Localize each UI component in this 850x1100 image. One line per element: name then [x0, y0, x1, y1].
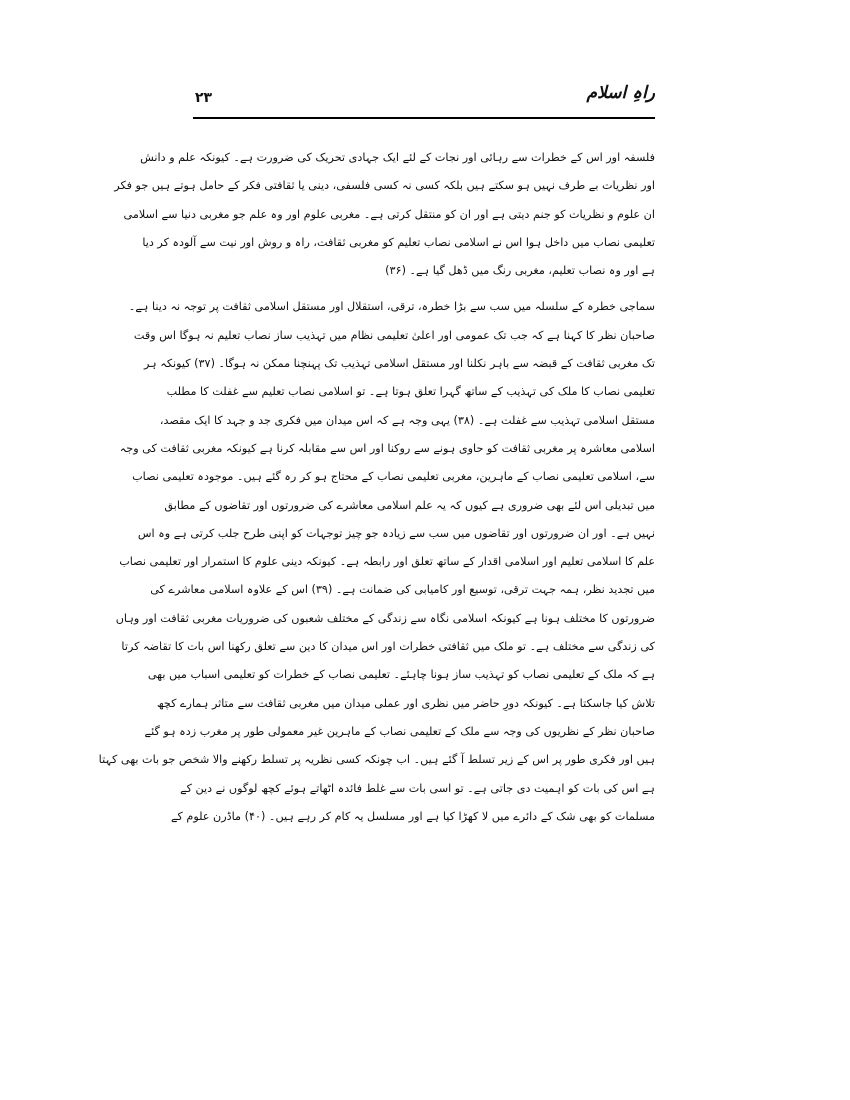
text-line: سماجی خطرہ کے سلسلہ میں سب سے بڑا خطرہ، ترقی، استقلال اور مستقل اسلامی ثقافت پر توجہ نہ دینا ہے۔ [128, 300, 655, 314]
text-line: ہے اور وہ نصاب تعلیم، مغربی رنگ میں ڈھل گیا ہے۔ (۳۶) [385, 264, 655, 278]
text-line: ان علوم و نظریات کو جنم دیتی ہے اور ان کو منتقل کرتی ہے۔ مغربی علوم اور وہ علم جو مغربی دنیا سے اسلامی [123, 207, 655, 221]
text-line: صاحبان نظر کا کہنا ہے کہ جب تک عمومی اور اعلیٰ تعلیمی نظام میں تہذیب ساز نصاب تعلیم نہ ہوگا اس وقت [133, 328, 655, 342]
text-line: اور نظریات بے طرف نہیں ہو سکتے ہیں بلکہ کسی نہ کسی فلسفی، دینی یا ثقافتی فکر کے حامل ہوتے ہیں جو فکر [114, 179, 655, 193]
text-line: ہے کہ ملک کے تعلیمی نصاب کو تہذیب ساز ہونا چاہئے۔ تعلیمی نصاب کے خطرات کو تعلیمی اسباب میں بھی [147, 668, 655, 682]
text-line: ہے اس کی بات کو اہمیت دی جاتی ہے۔ تو اسی بات سے غلط فائدہ اٹھاتے ہوئے کچھ لوگوں نے دین کے [180, 781, 655, 795]
text-line: مستقل اسلامی تہذیب سے غفلت ہے۔ (۳۸) یہی وجہ ہے کہ اس میدان میں فکری جد و جہد کا ایک مقصد، [159, 413, 655, 427]
text-line: علم کا اسلامی تعلیم اور اسلامی اقدار کے ساتھ تعلق اور رابطہ ہے۔ کیونکہ دینی علوم کا استمرار اور تعلیمی نصاب [119, 555, 655, 569]
text-line: سے، اسلامی تعلیمی نصاب کے ماہرین، مغربی تعلیمی نصاب کے محتاج ہو کر رہ گئے ہیں۔ موجودہ تعلیمی نصاب [132, 470, 655, 484]
text-line: تک مغربی ثقافت کے قبضہ سے باہر نکلنا اور مستقل اسلامی تہذیب تک پہنچنا ممکن نہ ہوگا۔ (۳۷) کیونکہ ہر [144, 357, 655, 371]
header-rule [193, 117, 655, 119]
text-line: مسلمات کو بھی شک کے دائرے میں لا کھڑا کیا ہے اور مسلسل یہ کام کر رہے ہیں۔ (۴۰) ماڈرن علوم کے [170, 809, 655, 823]
text-line: تعلیمی نصاب میں داخل ہوا اس نے اسلامی نصاب تعلیم کو مغربی ثقافت، راہ و روش اور نیت سے آلودہ کر دیا [142, 235, 655, 249]
page-header [193, 82, 655, 114]
running-title: راہِ اسلام [586, 83, 655, 103]
text-line: میں تبدیلی اس لئے بھی ضروری ہے کیوں کہ یہ علم اسلامی معاشرے کی ضرورتوں اور تقاضوں کے مطابق [164, 498, 655, 512]
text-line: اسلامی معاشرہ پر مغربی ثقافت کو حاوی ہونے سے روکنا اور اس سے مقابلہ کرنا ہے کیونکہ مغربی ثقافت کی وجہ [119, 441, 655, 455]
text-line: کی زندگی سے مختلف ہے۔ تو ملک میں ثقافتی خطرات اور اس میدان کا دین سے تعلق رکھنا اس بات کا تقاضہ کرتا [121, 640, 655, 654]
text-line: ضرورتوں کا مختلف ہونا ہے کیونکہ اسلامی نگاہ سے زندگی کے مختلف شعبوں کی ضروریات مغربی ثقافت اور وہاں [115, 611, 655, 625]
text-line: نہیں ہے۔ اور ان ضرورتوں اور تقاضوں میں سب سے زیادہ جو چیز توجہات کو اپنی طرح جلب کرتی ہے وہ اس [137, 526, 655, 540]
text-line: تعلیمی نصاب کا ملک کی تہذیب کے ساتھ گہرا تعلق ہوتا ہے۔ تو اسلامی نصاب تعلیم سے غفلت کا مطلب [166, 385, 655, 399]
page-number: ۲۳ [195, 90, 213, 106]
text-line: ہیں اور فکری طور پر اس کے زیر تسلط آ گئے ہیں۔ اب چونکہ کسی نظریہ پر تسلط رکھنے والا شخص جو بات بھی کہتا [98, 753, 655, 767]
body-text [98, 144, 655, 831]
paragraph [114, 144, 655, 285]
text-line: فلسفہ اور اس کے خطرات سے رہائی اور نجات کے لئے ایک جہادی تحریک کی ضرورت ہے۔ کیونکہ علم و دانش [140, 151, 655, 164]
text-line: میں تجدید نظر، ہمہ جہت ترقی، توسیع اور کامیابی کی ضمانت ہے۔ (۳۹) اس کے علاوہ اسلامی معاشرے کی [150, 583, 655, 597]
text-line: تلاش کیا جاسکتا ہے۔ کیونکہ دورِ حاضر میں نظری اور عملی میدان میں مغربی ثقافت سے متاثر ہمارے کچھ [156, 696, 655, 710]
paragraph [98, 293, 655, 831]
text-line: صاحبان نظر کے نظریوں کی وجہ سے ملک کے تعلیمی نصاب کے ماہرین غیر معمولی طور پر مغرب زدہ ہو گئے [144, 724, 655, 738]
